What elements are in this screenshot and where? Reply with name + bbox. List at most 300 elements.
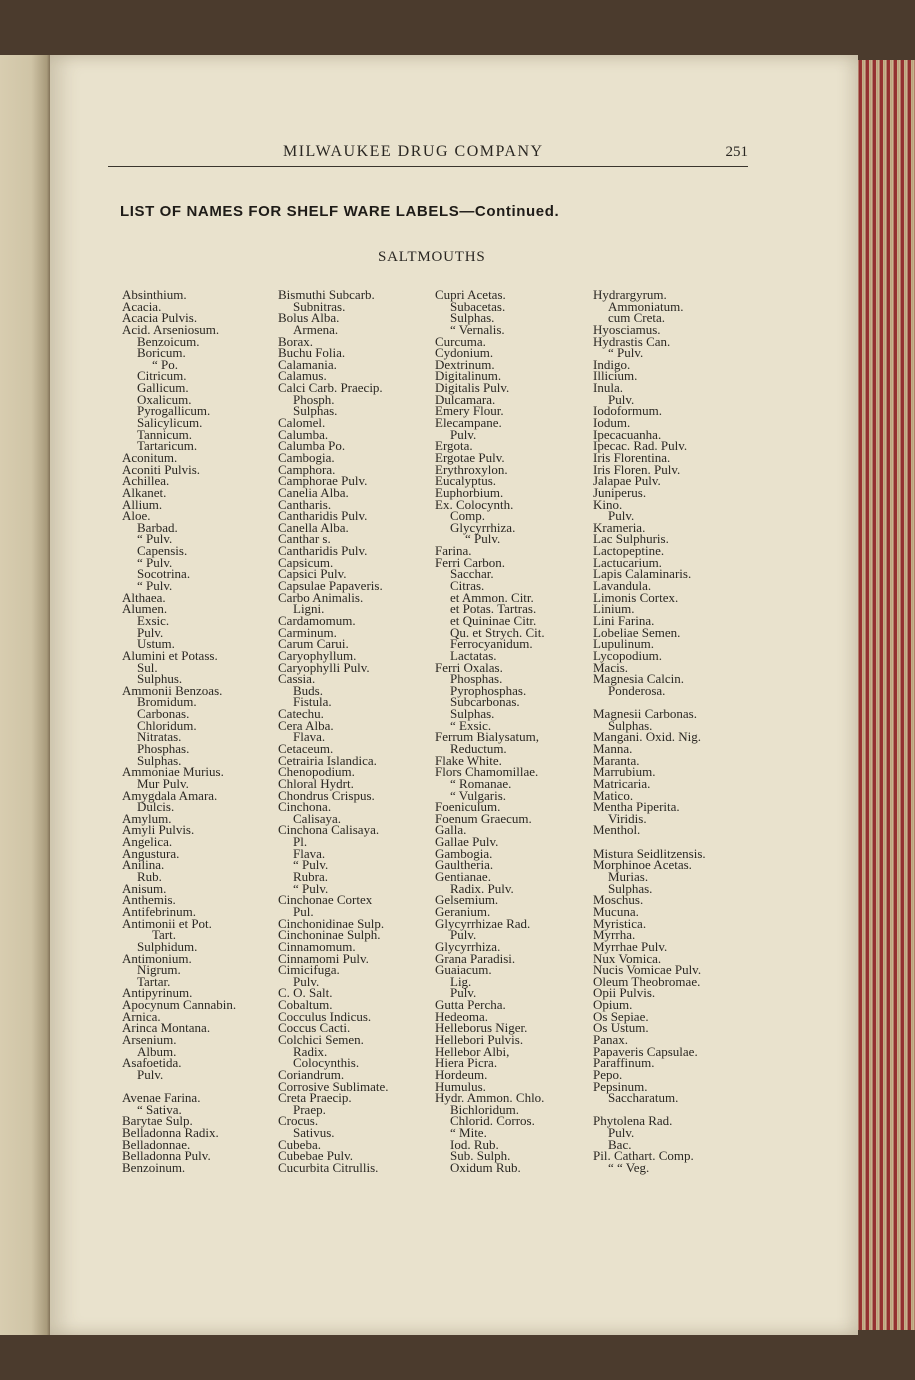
label-entry: Iod. Rub.	[450, 1136, 499, 1152]
label-entry: “ Exsic.	[450, 717, 492, 733]
label-entry: Calamania.	[278, 356, 337, 372]
label-entry: Calamus.	[278, 368, 327, 384]
label-entry: Cubeba.	[278, 1136, 321, 1152]
label-entry: Lactucarium.	[593, 554, 662, 570]
label-entry: “ Pulv.	[137, 578, 173, 594]
label-entry: Mentha Piperita.	[593, 799, 680, 815]
label-entry: Indigo.	[593, 356, 631, 372]
label-entry: Foenum Graecum.	[435, 810, 532, 826]
label-entry: Cydonium.	[435, 345, 494, 361]
label-entry: Bromidum.	[137, 694, 197, 710]
label-entry: Cobaltum.	[278, 997, 333, 1013]
label-entry: Emery Flour.	[435, 403, 504, 419]
label-entry: Nigrum.	[137, 962, 181, 978]
label-entry: Canella Alba.	[278, 519, 349, 535]
label-entry: Capsici Pulv.	[278, 566, 347, 582]
page-block-edge	[855, 60, 915, 1330]
label-entry: Opium.	[593, 997, 633, 1013]
label-entry: Acacia Pulvis.	[122, 310, 198, 326]
label-entry: Kino.	[593, 496, 623, 512]
label-entry: Amylum.	[122, 810, 172, 826]
label-entry: Pyrogallicum.	[137, 403, 211, 419]
label-entry: “ “ Veg.	[608, 1160, 650, 1176]
label-entry: Linium.	[593, 601, 635, 617]
label-entry: Sulphas.	[608, 880, 653, 896]
label-entry: Creta Praecip.	[278, 1090, 352, 1106]
label-entry: Armena.	[293, 321, 339, 337]
label-entry: Boricum.	[137, 345, 186, 361]
label-entry: Iodum.	[593, 415, 631, 431]
label-entry: Morphinoe Acetas.	[593, 857, 692, 873]
label-entry: “ Romanae.	[450, 775, 512, 791]
label-entry: Flors Chamomillae.	[435, 764, 539, 780]
label-entry: Farina.	[435, 543, 472, 559]
label-entry: Radix.	[293, 1043, 328, 1059]
label-entry: Lactopeptine.	[593, 543, 665, 559]
label-entry: Colchici Semen.	[278, 1032, 364, 1047]
page-number: 251	[725, 144, 748, 160]
label-entry: “ Mite.	[450, 1125, 487, 1141]
label-entry: Cambogia.	[278, 449, 335, 465]
label-entry: Chlorid. Corros.	[450, 1113, 535, 1129]
label-entry: Paraffinum.	[593, 1055, 655, 1071]
label-entry: Cetrairia Islandica.	[278, 752, 377, 768]
label-entry: Saccharatum.	[608, 1090, 679, 1106]
label-entry: Angustura.	[122, 845, 180, 861]
label-entry: Cocculus Indicus.	[278, 1008, 372, 1024]
label-entry: Tart.	[152, 927, 176, 943]
label-entry: Hydrargyrum.	[593, 287, 667, 302]
label-entry: Myrrha.	[593, 927, 636, 943]
label-entry: Belladonnae.	[122, 1136, 191, 1152]
label-entry: Flake White.	[435, 752, 502, 768]
label-entry: Limonis Cortex.	[593, 589, 679, 605]
label-entry: Lupulinum.	[593, 636, 655, 652]
label-entry: Althaea.	[122, 589, 166, 605]
label-entry: Buds.	[293, 682, 323, 698]
label-entry: Capsulae Papaveris.	[278, 578, 383, 594]
label-entry: Nux Vomica.	[593, 950, 662, 966]
label-entry: Chenopodium.	[278, 764, 355, 780]
label-entry: Marrubium.	[593, 764, 656, 780]
label-entry: Benzoicum.	[137, 333, 200, 349]
label-entry: Mucuna.	[593, 903, 639, 919]
label-entry: Cetaceum.	[278, 740, 334, 756]
label-entry: Pulv.	[137, 1066, 164, 1082]
header-rule	[108, 166, 748, 167]
label-entry: Cinnamomi Pulv.	[278, 950, 369, 966]
label-entry: “ Po.	[152, 356, 178, 372]
label-entry: Sulphas.	[450, 706, 495, 722]
label-entry: Pyrophosphas.	[450, 682, 527, 698]
label-entry: Panax.	[593, 1032, 629, 1047]
header-title: MILWAUKEE DRUG COMPANY	[283, 143, 544, 160]
label-entry: Sativus.	[293, 1125, 335, 1141]
label-entry: Cinnamomum.	[278, 938, 356, 954]
label-entry: Opii Pulvis.	[593, 985, 656, 1001]
label-entry: Viridis.	[608, 810, 647, 826]
left-page-edge	[0, 55, 52, 1335]
label-entry: Pulv.	[608, 508, 635, 524]
label-entry: Pulv.	[608, 391, 635, 407]
label-entry: Pulv.	[450, 927, 477, 943]
label-entry: Illicium.	[593, 368, 638, 384]
label-entry: Cardamomum.	[278, 612, 356, 628]
label-entry: Aloe.	[122, 508, 151, 524]
label-entry: Calisaya.	[293, 810, 342, 826]
column-2	[278, 289, 438, 1174]
label-entry: Ipecac. Rad. Pulv.	[593, 438, 688, 454]
label-entry: Amyli Pulvis.	[122, 822, 195, 838]
label-entry: Grana Paradisi.	[435, 950, 516, 966]
label-entry: Cinchona.	[278, 799, 332, 815]
column-1	[122, 289, 282, 1174]
label-entry: Cantharidis Pulv.	[278, 543, 368, 559]
label-entry: Inula.	[593, 380, 623, 396]
label-entry: Os Sepiae.	[593, 1008, 649, 1024]
label-entry: Nucis Vomicae Pulv.	[593, 962, 702, 978]
label-entry: Hiera Picra.	[435, 1055, 498, 1071]
label-entry: Amygdala Amara.	[122, 787, 218, 803]
label-entry: Magnesii Carbonas.	[593, 706, 697, 722]
label-entry: Alkanet.	[122, 484, 167, 500]
label-entry: Camphora.	[278, 461, 336, 477]
label-entry: Tartaricum.	[137, 438, 198, 454]
label-entry: Corrosive Sublimate.	[278, 1078, 389, 1094]
label-entry: Gutta Percha.	[435, 997, 506, 1013]
label-entry: Lapis Calaminaris.	[593, 566, 692, 582]
label-entry: C. O. Salt.	[278, 985, 333, 1001]
label-entry: Arnica.	[122, 1008, 161, 1024]
label-entry: Cubebae Pulv.	[278, 1148, 353, 1164]
label-entry: Matricaria.	[593, 775, 651, 791]
label-entry: Os Ustum.	[593, 1020, 649, 1036]
label-entry: Sulphus.	[137, 671, 183, 687]
label-entry: “ Pulv.	[137, 531, 173, 547]
label-entry: Gallae Pulv.	[435, 834, 499, 850]
label-entry: Achillea.	[122, 473, 170, 489]
label-entry: Subcarbonas.	[450, 694, 520, 710]
label-entry: Canelia Alba.	[278, 484, 349, 500]
label-entry: et Quininae Citr.	[450, 612, 537, 628]
label-entry: Krameria.	[593, 519, 646, 535]
label-entry: Elecampane.	[435, 415, 502, 431]
label-entry: Glycyrrhizae Rad.	[435, 915, 531, 931]
label-entry: Myristica.	[593, 915, 647, 931]
label-entry: et Potas. Tartras.	[450, 601, 537, 617]
label-entry: Aconiti Pulvis.	[122, 461, 201, 477]
label-entry: Coriandrum.	[278, 1066, 345, 1082]
label-entry: Phosphas.	[137, 740, 190, 756]
label-entry: Bolus Alba.	[278, 310, 340, 326]
label-entry: Hydr. Ammon. Chlo.	[435, 1090, 545, 1106]
label-entry: Myrrhae Pulv.	[593, 938, 668, 954]
label-entry: Mur Pulv.	[137, 775, 189, 791]
label-entry: Gelsemium.	[435, 892, 499, 908]
label-entry: Camphorae Pulv.	[278, 473, 368, 489]
label-entry: Juniperus.	[593, 484, 647, 500]
label-entry: Avenae Farina.	[122, 1090, 201, 1106]
label-entry: “ Pulv.	[465, 531, 501, 547]
column-4	[593, 289, 753, 1174]
label-entry: Comp.	[450, 508, 486, 524]
label-entry: Asafoetida.	[122, 1055, 182, 1071]
label-entry: Gaultheria.	[435, 857, 494, 873]
label-entry: Calomel.	[278, 415, 326, 431]
label-entry: Papaveris Capsulae.	[593, 1043, 698, 1059]
label-entry: Caryophylli Pulv.	[278, 659, 370, 675]
label-entry: Sul.	[137, 659, 158, 675]
label-entry: Galla.	[435, 822, 467, 838]
label-entry: Cinchoninae Sulph.	[278, 927, 381, 943]
label-entry: “ Sativa.	[137, 1101, 182, 1117]
label-entry: Anthemis.	[122, 892, 176, 908]
label-entry: Carbo Animalis.	[278, 589, 364, 605]
label-entry: Oleum Theobromae.	[593, 973, 701, 989]
label-entry: Qu. et Strych. Cit.	[450, 624, 545, 640]
label-entry: Lac Sulphuris.	[593, 531, 669, 547]
label-entry: Absinthium.	[122, 287, 187, 302]
label-entry: Helleborus Niger.	[435, 1020, 528, 1036]
label-entry: Acacia.	[122, 298, 162, 314]
label-entry: Phosphas.	[450, 671, 503, 687]
label-entry: Sulphas.	[293, 403, 338, 419]
label-entry: Pepo.	[593, 1066, 623, 1082]
label-entry: Angelica.	[122, 834, 173, 850]
label-entry: Cassia.	[278, 671, 316, 687]
label-entry: Allium.	[122, 496, 163, 512]
label-entry: Gallicum.	[137, 380, 189, 396]
label-entry: Lini Farina.	[593, 612, 655, 628]
label-entry: Eucalyptus.	[435, 473, 497, 489]
label-entry: Antipyrinum.	[122, 985, 193, 1001]
label-entry: Capsicum.	[278, 554, 334, 570]
label-entry: Ferri Carbon.	[435, 554, 506, 570]
label-entry: Iodoformum.	[593, 403, 662, 419]
label-entry: Geranium.	[435, 903, 491, 919]
label-entry: Dulcamara.	[435, 391, 496, 407]
label-entry: Borax.	[278, 333, 314, 349]
label-entry: Cinchonidinae Sulp.	[278, 915, 385, 931]
label-entry: “ Vernalis.	[450, 321, 505, 337]
label-entry: Antimonium.	[122, 950, 192, 966]
label-entry: Hydrastis Can.	[593, 333, 671, 349]
label-entry: Flava.	[293, 845, 326, 861]
label-entry: Belladonna Pulv.	[122, 1148, 211, 1164]
label-entry: Ergotae Pulv.	[435, 449, 505, 465]
label-entry: Maranta.	[593, 752, 640, 768]
label-entry: Pulv.	[450, 985, 477, 1001]
label-entry: Chloridum.	[137, 717, 197, 733]
label-entry: Gentianae.	[435, 869, 491, 885]
label-entry: Pulv.	[293, 973, 320, 989]
label-entry: Glycyrrhiza.	[450, 519, 516, 535]
label-entry: Capensis.	[137, 543, 188, 559]
label-entry: Tartar.	[137, 973, 171, 989]
label-entry: Ex. Colocynth.	[435, 496, 514, 512]
label-entry: Matico.	[593, 787, 634, 803]
label-entry: Jalapae Pulv.	[593, 473, 661, 489]
label-entry: Dextrinum.	[435, 356, 495, 372]
label-entry: Antifebrinum.	[122, 903, 197, 919]
label-entry: Catechu.	[278, 706, 324, 722]
label-entry: Alumen.	[122, 601, 168, 617]
label-entry: Macis.	[593, 659, 629, 675]
label-entry: Hellebori Pulvis.	[435, 1032, 524, 1047]
label-entry: Antimonii et Pot.	[122, 915, 212, 931]
label-entry: Pulv.	[450, 426, 477, 442]
label-entry: Lavandula.	[593, 578, 652, 594]
label-entry: Rubra.	[293, 869, 329, 885]
label-entry: Subacetas.	[450, 298, 506, 314]
label-entry: Sulphidum.	[137, 938, 198, 954]
label-entry: cum Creta.	[608, 310, 666, 326]
label-entry: Socotrina.	[137, 566, 191, 582]
label-entry: Magnesia Calcin.	[593, 671, 684, 687]
label-entry: Bac.	[608, 1136, 632, 1152]
label-entry: Dulcis.	[137, 799, 175, 815]
label-entry: Erythroxylon.	[435, 461, 508, 477]
label-entry: Coccus Cacti.	[278, 1020, 351, 1036]
label-entry: Bismuthi Subcarb.	[278, 287, 375, 302]
label-entry: Iris Floren. Pulv.	[593, 461, 681, 477]
label-entry: Ferri Oxalas.	[435, 659, 503, 675]
label-entry: Mistura Seidlitzensis.	[593, 845, 706, 861]
label-entry: Citricum.	[137, 368, 187, 384]
label-entry: Calumba.	[278, 426, 329, 442]
label-entry: Hordeum.	[435, 1066, 488, 1082]
label-entry: Pl.	[293, 834, 308, 850]
label-entry: Pepsinum.	[593, 1078, 648, 1094]
label-entry: Fistula.	[293, 694, 332, 710]
label-entry: Carminum.	[278, 624, 337, 640]
label-entry: Menthol.	[593, 822, 641, 838]
label-entry: Belladonna Radix.	[122, 1125, 219, 1141]
label-entry: Murias.	[608, 869, 649, 885]
label-entry: et Ammon. Citr.	[450, 589, 534, 605]
label-entry: Chondrus Crispus.	[278, 787, 375, 803]
label-entry: Humulus.	[435, 1078, 486, 1094]
label-entry: Sulphas.	[450, 310, 495, 326]
label-entry: Benzoinum.	[122, 1160, 186, 1176]
label-entry: Hellebor Albi,	[435, 1043, 510, 1059]
label-entry: Barytae Sulp.	[122, 1113, 193, 1129]
label-entry: Cimicifuga.	[278, 962, 340, 978]
label-entry: Phytolena Rad.	[593, 1113, 673, 1129]
label-entry: Salicylicum.	[137, 415, 203, 431]
label-entry: Sacchar.	[450, 566, 494, 582]
label-entry: Alumini et Potass.	[122, 647, 218, 663]
label-entry: Crocus.	[278, 1113, 319, 1129]
label-entry: Anisum.	[122, 880, 167, 896]
list-title: LIST OF NAMES FOR SHELF WARE LABELS—Continued.	[120, 203, 560, 220]
label-entry: Colocynthis.	[293, 1055, 360, 1071]
label-entry: Carum Carui.	[278, 636, 349, 652]
label-entry: Hedeoma.	[435, 1008, 489, 1024]
label-entry: Lactatas.	[450, 647, 497, 663]
label-entry: Chloral Hydrt.	[278, 775, 354, 791]
label-entry: Sulphas.	[608, 717, 653, 733]
label-entry: Mangani. Oxid. Nig.	[593, 729, 701, 745]
label-entry: Ligni.	[293, 601, 325, 617]
label-entry: Citras.	[450, 578, 485, 594]
label-entry: Flava.	[293, 729, 326, 745]
label-entry: Carbonas.	[137, 706, 190, 722]
label-entry: Arsenium.	[122, 1032, 177, 1047]
label-entry: Cantharidis Pulv.	[278, 508, 368, 524]
label-entry: Guaiacum.	[435, 962, 492, 978]
label-entry: Cera Alba.	[278, 717, 334, 733]
label-entry: Lig.	[450, 973, 472, 989]
label-entry: Pulv.	[137, 624, 164, 640]
label-entry: Pul.	[293, 903, 314, 919]
label-entry: Ammonii Benzoas.	[122, 682, 223, 698]
label-entry: Calumba Po.	[278, 438, 346, 454]
label-entry: Curcuma.	[435, 333, 486, 349]
label-entry: Glycyrrhiza.	[435, 938, 501, 954]
label-entry: Cantharis.	[278, 496, 332, 512]
label-entry: Iris Florentina.	[593, 449, 671, 465]
label-entry: Euphorbium.	[435, 484, 504, 500]
label-entry: Ammoniatum.	[608, 298, 684, 314]
label-entry: Bichloridum.	[450, 1101, 519, 1117]
label-entry: Ferrum Bialysatum,	[435, 729, 539, 745]
label-entry: “ Pulv.	[293, 857, 329, 873]
label-entry: Phosph.	[293, 391, 335, 407]
label-entry: “ Pulv.	[137, 554, 173, 570]
label-entry: Rub.	[137, 869, 162, 885]
label-entry: Apocynum Cannabin.	[122, 997, 237, 1013]
label-entry: Digitalinum.	[435, 368, 502, 384]
label-entry: “ Pulv.	[293, 880, 329, 896]
label-entry: Calci Carb. Praecip.	[278, 380, 383, 396]
label-entry: Oxidum Rub.	[450, 1160, 521, 1176]
label-entry: Sub. Sulph.	[450, 1148, 511, 1164]
label-entry: Canthar s.	[278, 531, 331, 547]
label-entry: Album.	[137, 1043, 177, 1059]
label-entry: Tannicum.	[137, 426, 193, 442]
label-entry: Acid. Arseniosum.	[122, 321, 220, 337]
label-entry: “ Pulv.	[608, 345, 644, 361]
label-entry: Barbad.	[137, 519, 178, 535]
label-entry: Radix. Pulv.	[450, 880, 514, 896]
label-entry: Subnitras.	[293, 298, 346, 314]
label-entry: Ammoniae Murius.	[122, 764, 224, 780]
label-entry: Gambogia.	[435, 845, 493, 861]
label-entry: Ustum.	[137, 636, 175, 652]
label-entry: Ipecacuanha.	[593, 426, 662, 442]
label-entry: Hyosciamus.	[593, 321, 661, 337]
label-entry: Cinchona Calisaya.	[278, 822, 380, 838]
label-entry: Exsic.	[137, 612, 170, 628]
label-entry: Pil. Cathart. Comp.	[593, 1148, 694, 1164]
label-entry: Lobeliae Semen.	[593, 624, 681, 640]
label-entry: Arinca Montana.	[122, 1020, 211, 1036]
column-3	[435, 289, 595, 1174]
label-entry: Reductum.	[450, 740, 507, 756]
label-entry: Lycopodium.	[593, 647, 662, 663]
label-entry: Ferrocyanidum.	[450, 636, 533, 652]
label-entry: Oxalicum.	[137, 391, 192, 407]
label-entry: “ Vulgaris.	[450, 787, 507, 803]
label-entry: Manna.	[593, 740, 633, 756]
label-entry: Sulphas.	[137, 752, 182, 768]
label-entry: Anilina.	[122, 857, 165, 873]
label-entry: Cupri Acetas.	[435, 287, 506, 302]
label-entry: Moschus.	[593, 892, 644, 908]
label-entry: Cucurbita Citrullis.	[278, 1160, 379, 1176]
label-entry: Praep.	[293, 1101, 326, 1117]
